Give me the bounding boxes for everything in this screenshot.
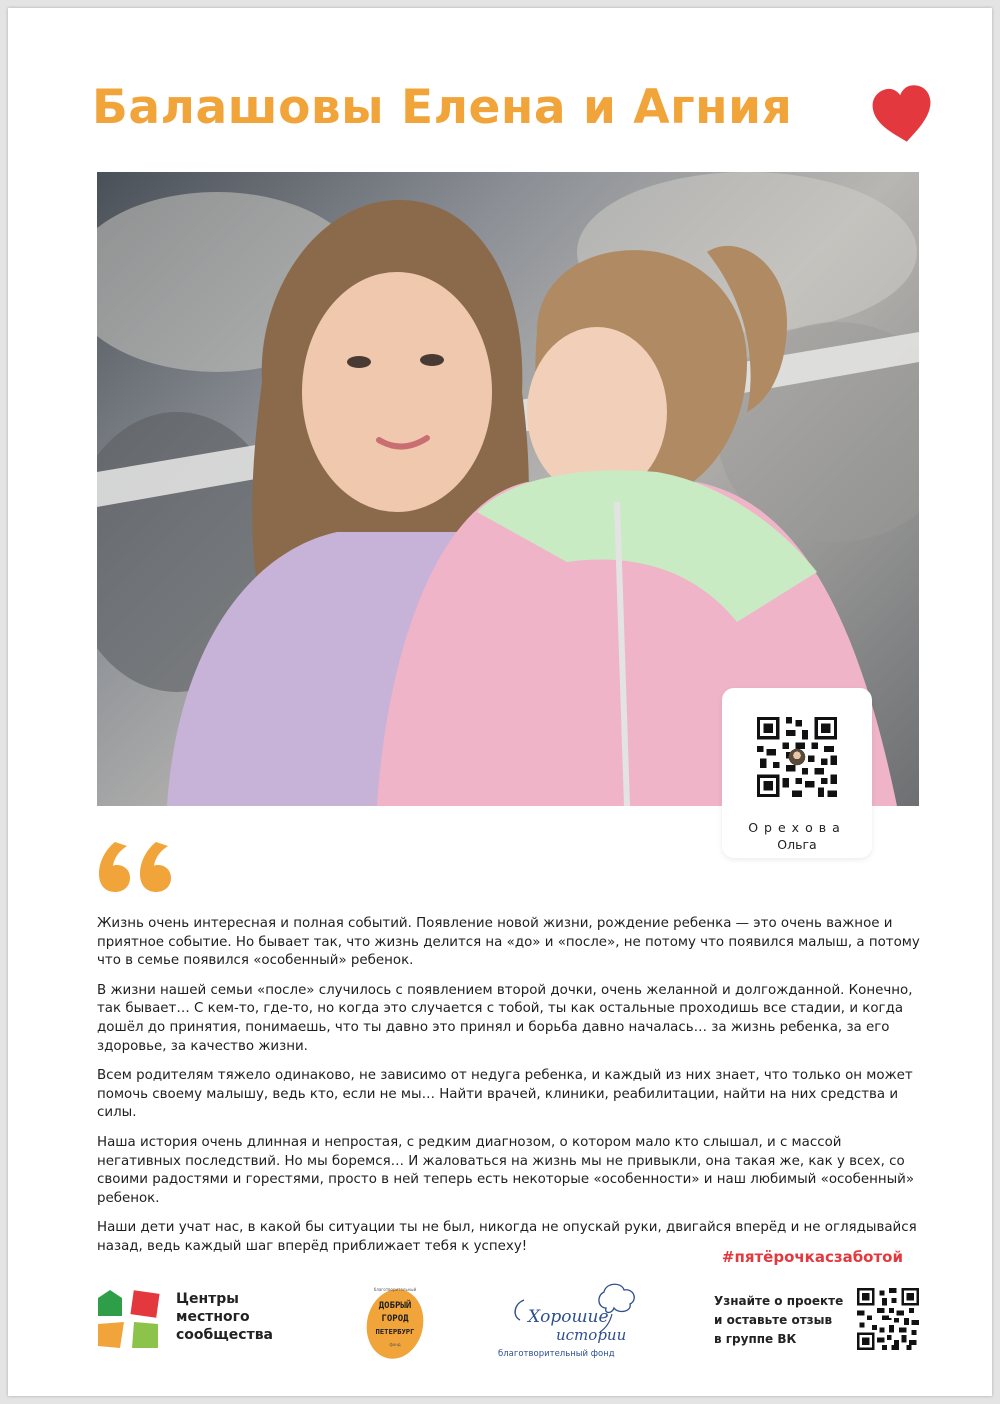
poster-page bbox=[8, 8, 992, 1396]
heart-icon bbox=[870, 84, 936, 146]
dobry-logo-line3: ПЕТЕРБУРГ bbox=[375, 1327, 415, 1336]
centers-logo-line: Центры bbox=[176, 1291, 239, 1307]
photographer-last-name: Ольга bbox=[777, 837, 817, 852]
story-paragraph: В жизни нашей семьи «после» случилось с появлением второй дочки, очень желанной и долгожданной. Конечно, так бывает… С кем-то, где-то, но когда это случается с тобой, ты как остальные проходишь все стадии, и когда дошёл до принятия, понимаешь, что ты давно это принял и борьба давно началась… за жизнь ребенка, за его здоровье, за качество жизни. bbox=[97, 982, 913, 1054]
story-paragraph: Наша история очень длинная и непростая, с редким диагнозом, о котором мало кто слышал, и с массой негативных последствий. Но мы боремся… И жаловаться на жизнь мы не привыкли, она такая же, как у всех, со своими радостями и горестями, просто в ней теперь есть некоторые «особенности» и наш любимый «особенный» ребенок. bbox=[97, 1134, 915, 1206]
photographer-card bbox=[722, 688, 872, 858]
centers-logo-line: местного bbox=[176, 1309, 250, 1325]
vk-text-line: Узнайте о проекте bbox=[714, 1294, 844, 1308]
story-paragraph: Жизнь очень интересная и полная событий. Появление новой жизни, рождение ребенка — это очень важное и приятное событие. Но бывает так, что жизнь делится на «до» и «после», не потому что появился малыш, а потому что в семье появился «особенный» ребенок. bbox=[97, 916, 920, 969]
photographer-first-name: Орехова bbox=[748, 820, 846, 835]
dobry-logo-bottom: фонд bbox=[389, 1342, 401, 1347]
horoshie-logo-sub: благотворительный фонд bbox=[498, 1349, 615, 1359]
story-paragraph: Всем родителям тяжело одинаково, не зависимо от недуга ребенка, и каждый из них знает, что только он может помочь своему малышу, ведь кто, если не мы… Найти врачей, клиники, реабилитации, найти на них средства и силы. bbox=[97, 1068, 913, 1121]
hashtag: #пятёрочкасзаботой bbox=[721, 1248, 903, 1266]
story-paragraph: Наши дети учат нас, в какой бы ситуации ты не был, никогда не опускай руки, двигайся вперёд и не оглядывайся назад, ведь каждый шаг вперёд приближает тебя к успеху! bbox=[97, 1220, 917, 1254]
centers-logo-text bbox=[176, 1290, 273, 1344]
story-text bbox=[97, 915, 923, 1268]
dobry-logo-line2: ГОРОД bbox=[381, 1314, 409, 1324]
dobry-logo-line1: ДОБРЫЙ bbox=[378, 1301, 412, 1311]
vk-text-line: и оставьте отзыв bbox=[714, 1313, 833, 1327]
qr-code-icon[interactable] bbox=[757, 717, 837, 797]
quote-mark-icon bbox=[97, 840, 177, 894]
dobry-gorod-logo bbox=[362, 1284, 428, 1360]
centers-logo-icon bbox=[96, 1288, 160, 1350]
dobry-logo-top: благотворительный bbox=[373, 1287, 417, 1292]
horoshie-istorii-logo bbox=[494, 1278, 650, 1360]
vk-group-text bbox=[714, 1292, 843, 1349]
horoshie-logo-line2: истории bbox=[556, 1326, 627, 1344]
qr-code-icon[interactable] bbox=[857, 1288, 919, 1350]
page-title: Балашовы Елена и Агния bbox=[92, 80, 793, 135]
vk-text-line: в группе ВК bbox=[714, 1332, 797, 1346]
horoshie-logo-line1: Хорошие bbox=[528, 1307, 609, 1327]
centers-logo-line: сообщества bbox=[176, 1327, 274, 1343]
